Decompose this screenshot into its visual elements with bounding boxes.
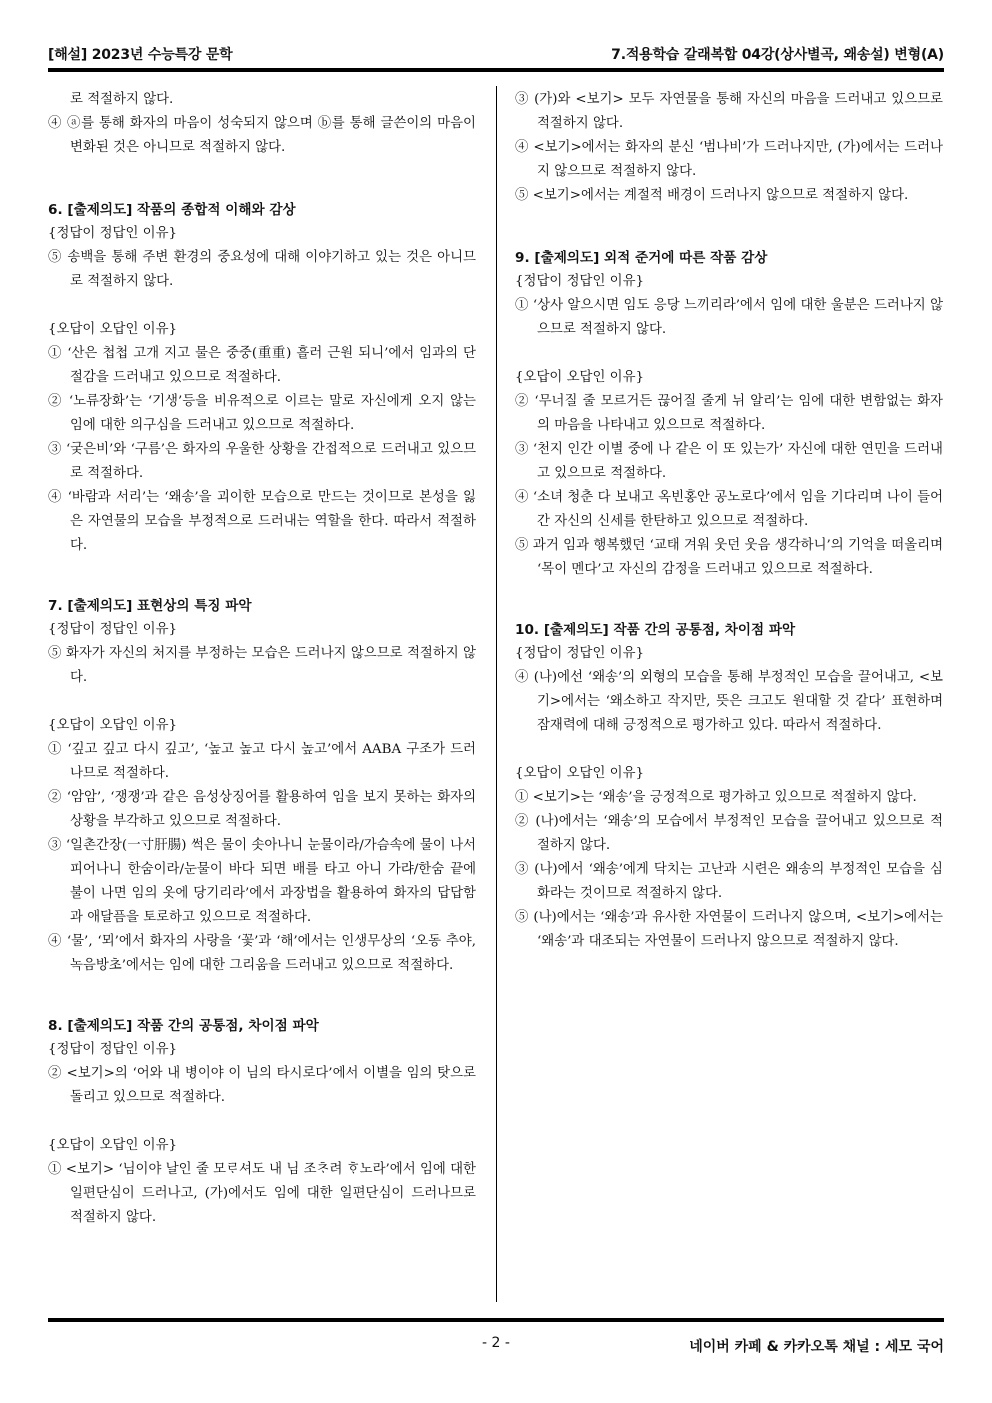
answer-item: ⑤ <보기>에서는 계절적 배경이 드러나지 않으므로 적절하지 않다.	[515, 188, 909, 203]
answer-item: ③ (가)와 <보기> 모두 자연물을 통해 자신의 마음을 드러내고 있으므로 적절하지 않다.	[515, 92, 943, 131]
question-10-title: 10. [출제의도] 작품 간의 공통점, 차이점 파악	[515, 622, 796, 638]
wrong-item: ③ ‘천지 인간 이별 중에 나 같은 이 또 있는가’ 자신에 대한 연민을 드러내고 있으므로 적절하다.	[515, 442, 943, 481]
header-subtitle: 7.적용학습 갈래복합 04강(상사별곡, 왜송설) 변형(A)	[611, 47, 944, 63]
footer-channel: 네이버 카페 & 카카오톡 채널 : 세모 국어	[689, 1339, 944, 1355]
question-9-title: 9. [출제의도] 외적 준거에 따른 작품 감상	[515, 250, 768, 266]
wrong-item: ① ‘깊고 깊고 다시 깊고’, ‘높고 높고 다시 높고’에서 AABA 구조가 드러나므로 적절하다.	[48, 742, 476, 781]
top-rule	[48, 68, 944, 72]
question-7-title: 7. [출제의도] 표현상의 특징 파악	[48, 598, 252, 614]
wrong-item: ② ‘무너질 줄 모르거든 끊어질 줄게 뉘 알리’는 임에 대한 변함없는 화자의 마음을 나타내고 있으므로 적절하다.	[515, 394, 943, 433]
wrong-label: {오답이 오답인 이유}	[515, 370, 645, 385]
wrong-item: ④ ‘물’, ‘뫼’에서 화자의 사랑을 ‘꽃’과 ‘해’에서는 인생무상의 ‘오동 추야, 녹음방초’에서는 임에 대한 그리움을 드러내고 있으므로 적절하다.	[48, 934, 476, 973]
wrong-item: ② ‘노류장화’는 ‘기생’등을 비유적으로 이르는 말로 자신에게 오지 않는 임에 대한 의구심을 드러내고 있으므로 적절하다.	[48, 394, 476, 433]
correct-answer: ② <보기>의 ‘어와 내 병이야 이 님의 타시로다’에서 이별을 임의 탓으로 돌리고 있으므로 적절하다.	[48, 1066, 476, 1105]
wrong-item: ① <보기>는 ‘왜송’을 긍정적으로 평가하고 있으므로 적절하지 않다.	[515, 790, 917, 805]
wrong-item: ④ ‘바람과 서리’는 ‘왜송’을 괴이한 모습으로 만드는 것이므로 본성을 잃은 자연물의 모습을 부정적으로 드러내는 역할을 한다. 따라서 적절하다.	[48, 490, 476, 553]
wrong-item: ④ ‘소녀 청춘 다 보내고 옥빈홍안 공노로다’에서 임을 기다리며 나이 들어간 자신의 신세를 한탄하고 있으므로 적절하다.	[515, 490, 943, 529]
bottom-rule	[48, 1318, 944, 1322]
answer-item: ④ ⓐ를 통해 화자의 마음이 성숙되지 않으며 ⓑ를 통해 글쓴이의 마음이 변화된 것은 아니므로 적절하지 않다.	[48, 116, 476, 155]
wrong-label: {오답이 오답인 이유}	[515, 766, 645, 781]
correct-label: {정답이 정답인 이유}	[48, 226, 178, 241]
correct-label: {정답이 정답인 이유}	[515, 646, 645, 661]
page-number: - 2 -	[482, 1335, 510, 1351]
wrong-item: ② ‘암암’, ‘쟁쟁’과 같은 음성상징어를 활용하여 임을 보지 못하는 화자의 상황을 부각하고 있으므로 적절하다.	[48, 790, 476, 829]
correct-label: {정답이 정답인 이유}	[48, 622, 178, 637]
correct-label: {정답이 정답인 이유}	[48, 1042, 178, 1057]
left-column	[48, 88, 476, 1230]
wrong-label: {오답이 오답인 이유}	[48, 1138, 178, 1153]
header-title: [해설] 2023년 수능특강 문학	[48, 47, 233, 63]
wrong-item: ① ‘산은 첩첩 고개 지고 물은 중중(重重) 흘러 근원 되니’에서 임과의 단절감을 드러내고 있으므로 적절하다.	[48, 346, 476, 385]
wrong-item: ① <보기> ‘님이야 날인 줄 모ᄅᆞ셔도 내 님 조ᄎᆞ려 ᄒᆞ노라’에서 임에 대한 일편단심이 드러나고, (가)에서도 임에 대한 일편단심이 드러나므로 적절하지 않다.	[48, 1162, 476, 1225]
wrong-label: {오답이 오답인 이유}	[48, 718, 178, 733]
wrong-item: ③ ‘일촌간장(一寸肝腸) 썩은 물이 솟아나니 눈물이라/가슴속에 물이 나서 피어나니 한숨이라/눈물이 바다 되면 배를 타고 아니 가랴/한숨 끝에 불이 나면 임의 옷에 당기리라’에서 과장법을 활용하여 화자의 답답함과 애달픔을 토로하고 있으므로 적절하다.	[48, 838, 476, 925]
wrong-item: ⑤ (나)에서는 ‘왜송’과 유사한 자연물이 드러나지 않으며, <보기>에서는 ‘왜송’과 대조되는 자연물이 드러나지 않으므로 적절하지 않다.	[515, 910, 943, 949]
continued-text: 로 적절하지 않다.	[70, 92, 174, 107]
right-column	[515, 88, 943, 954]
question-8-title: 8. [출제의도] 작품 간의 공통점, 차이점 파악	[48, 1018, 319, 1034]
question-6-title: 6. [출제의도] 작품의 종합적 이해와 감상	[48, 202, 296, 218]
wrong-item: ③ (나)에서 ‘왜송’에게 닥치는 고난과 시련은 왜송의 부정적인 모습을 심화라는 것이므로 적절하지 않다.	[515, 862, 943, 901]
correct-label: {정답이 정답인 이유}	[515, 274, 645, 289]
correct-answer: ⑤ 화자가 자신의 처지를 부정하는 모습은 드러나지 않으므로 적절하지 않다.	[48, 646, 476, 685]
wrong-item: ⑤ 과거 임과 행복했던 ‘교태 겨워 웃던 웃음 생각하니’의 기억을 떠올리며 ‘목이 멘다’고 자신의 감정을 드러내고 있으므로 적절하다.	[515, 538, 943, 577]
correct-answer: ④ (나)에선 ‘왜송’의 외형의 모습을 통해 부정적인 모습을 끌어내고, <보기>에서는 ‘왜소하고 작지만, 뜻은 크고도 원대할 것 같다’ 표현하며 잠재력에 대해 긍정적으로 평가하고 있다. 따라서 적절하다.	[515, 670, 943, 733]
wrong-item: ③ ‘궂은비’와 ‘구름’은 화자의 우울한 상황을 간접적으로 드러내고 있으므로 적절하다.	[48, 442, 476, 481]
wrong-item: ② (나)에서는 ‘왜송’의 모습에서 부정적인 모습을 끌어내고 있으므로 적절하지 않다.	[515, 814, 943, 853]
wrong-label: {오답이 오답인 이유}	[48, 322, 178, 337]
answer-item: ④ <보기>에서는 화자의 분신 ‘범나비’가 드러나지만, (가)에서는 드러나지 않으므로 적절하지 않다.	[515, 140, 943, 179]
correct-answer: ① ‘상사 알으시면 임도 응당 느끼리라’에서 임에 대한 울분은 드러나지 않으므로 적절하지 않다.	[515, 298, 943, 337]
column-divider	[496, 86, 497, 1302]
correct-answer: ⑤ 송백을 통해 주변 환경의 중요성에 대해 이야기하고 있는 것은 아니므로 적절하지 않다.	[48, 250, 476, 289]
